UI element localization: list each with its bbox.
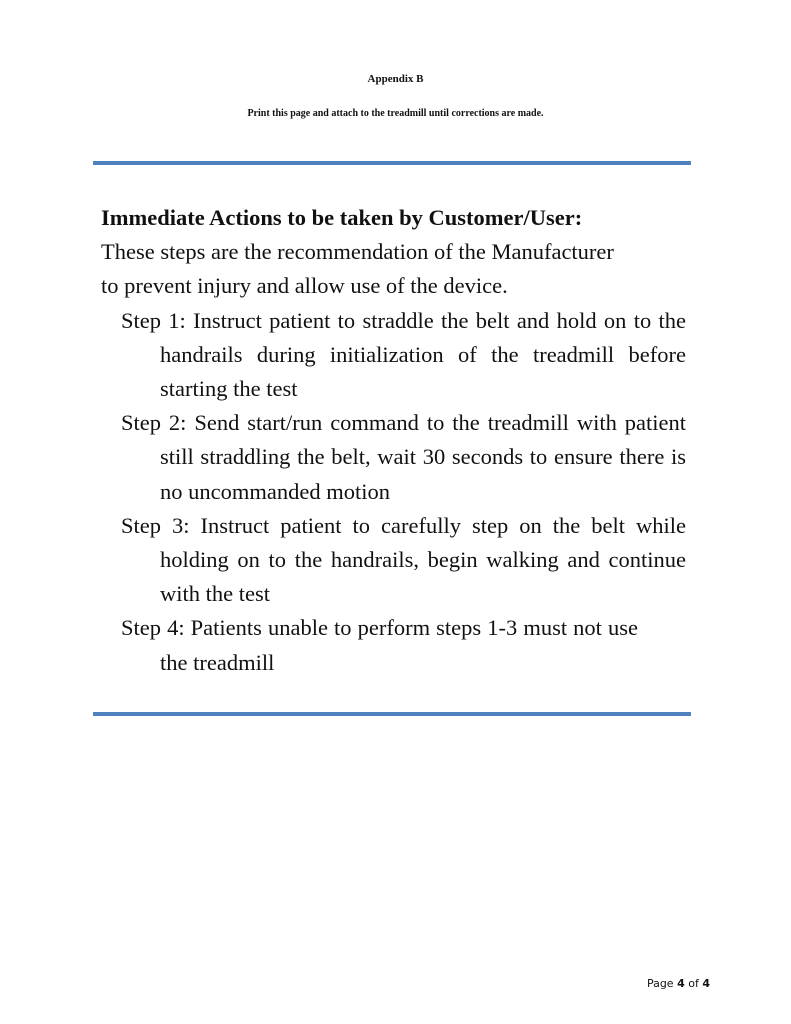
step-2: Step 2: Send start/run command to the treadmill with patient still straddling the belt, wait 30 seconds to ensure there is no uncommanded motion: [121, 410, 686, 504]
bottom-divider: [93, 712, 691, 716]
print-instruction-note: Print this page and attach to the treadmill until corrections are made.: [247, 108, 544, 119]
page-word: Page: [646, 977, 674, 990]
step-3: Step 3: Instruct patient to carefully step on the belt while holding on to the handrails, begin walking and continue with the test: [121, 512, 686, 607]
top-divider: [93, 161, 691, 165]
page-number: [620, 977, 710, 991]
step-4: Step 4: Patients unable to perform steps 1-3 must not use the treadmill: [121, 615, 638, 675]
intro-line-2: to prevent injury and allow use of the device.: [101, 273, 508, 299]
page-of-word: of: [688, 977, 699, 990]
intro-line-1: These steps are the recommendation of the Manufacturer: [101, 239, 614, 265]
instructions-section: [101, 201, 686, 680]
step-1: Step 1: Instruct patient to straddle the belt and hold on to the handrails during initialization of the treadmill before starting the test: [121, 307, 686, 402]
page-total: 4: [702, 977, 710, 990]
page-current: 4: [677, 977, 685, 990]
section-heading: Immediate Actions to be taken by Customer/User:: [101, 205, 583, 230]
appendix-title: Appendix B: [367, 73, 424, 85]
